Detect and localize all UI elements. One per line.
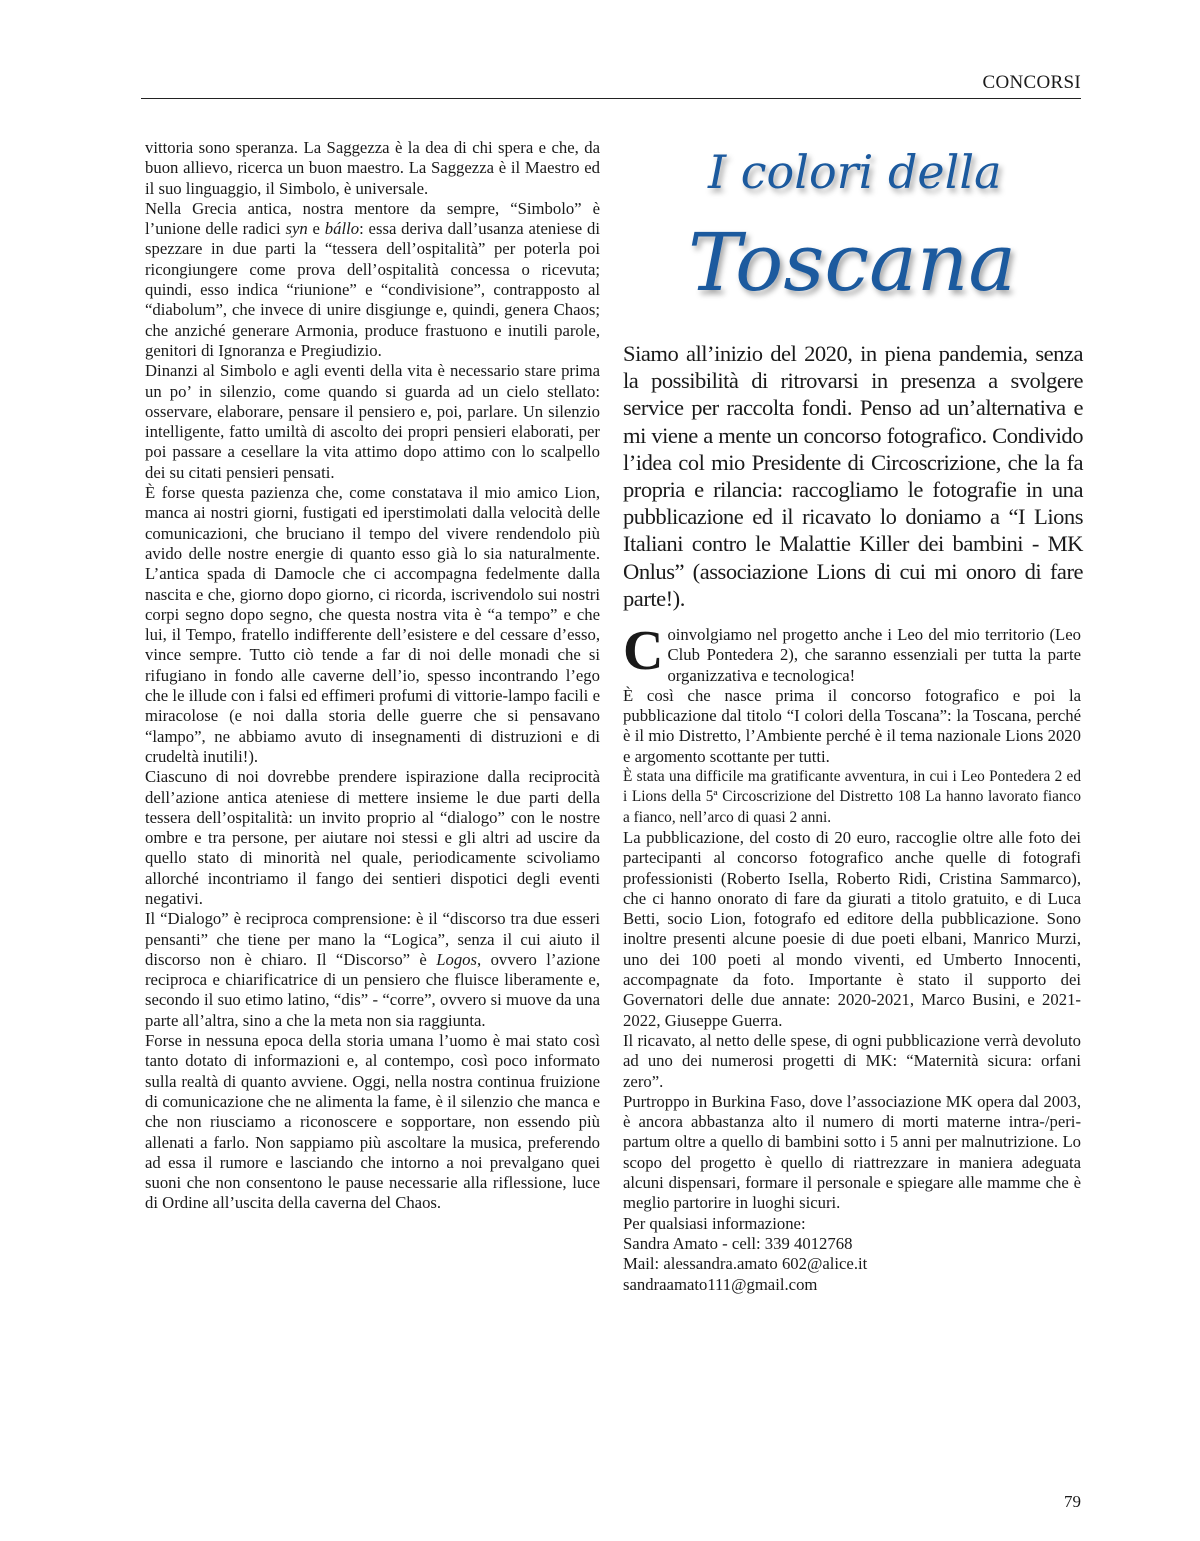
article-title-logo: [680, 128, 1025, 328]
paragraph: Forse in nessuna epoca della storia umana l’uomo è mai stato così tanto dotato di informazioni e, al contempo, così poco informato sulla realtà di quanto avviene. Oggi, nella nostra continua fruizione di comunicazione che ne alimenta la fame, è il silenzio che manca e che non riusciamo a riconoscere e sopportare, non essendo più allenati a farlo. Non sappiamo più ascoltare la musica, preferendo ad essa il rumore e lasciando che intorno a noi prevalgano quei suoni che non consentono le pause necessarie alla riflessione, luce di Ordine all’uscita della caverna del Chaos.: [145, 1031, 600, 1213]
contact-block: [623, 1214, 1081, 1295]
contact-mail-2: sandraamato111@gmail.com: [623, 1274, 818, 1294]
logo-line2: Toscana: [688, 216, 1017, 309]
paragraph: Il ricavato, al netto delle spese, di ogni pubblicazione verrà devoluto ad uno dei numerosi progetti di MK: “Maternità sicura: orfani zero”.: [623, 1030, 1081, 1091]
drop-cap: C: [623, 620, 664, 682]
paragraph: È forse questa pazienza che, come constatava il mio amico Lion, manca ai nostri giorni, fustigati ed iperstimolati dalla velocità delle comunicazioni, che bruciano il tempo del vivere rendendolo più avido delle nostre energie di quanto esso già lo sia naturalmente. L’antica spada di Damocle che ci accompagna fedelmente dalla nascita e che, giorno dopo giorno, ci ricorda, iscrivendolo sui nostri corpi segno dopo segno, che questa nostra vita è “a tempo” e che lui, il Tempo, fratello indifferente dell’esistere e del cessare d’esso, vince sempre. Tutto ciò tende a far di noi delle monadi che si rifugiano in fondo alle caverne dell’io, spesso incontrando l’ego che le illude con i falsi ed effimeri profumi di vittorie-lampo facili e miracolose (e noi dalla storia delle guerre che si pensavano “lampo”, ne abbiamo avuto di insegnamenti di distruzioni e di crudeltà inutili!).: [145, 483, 600, 766]
paragraph: Ciascuno di noi dovrebbe prendere ispirazione dalla reciprocità dell’azione antica ateniese di mettere insieme le due parti della tessera dell’ospitalità: un invito proprio al “dialogo” con le nostre ombre e tra persone, per aiutare noi stessi e gli altri ad uscire da quello stato di minorità nel quale, periodicamente scivoliamo allorché incontriamo il fango dei sentieri dispotici degli eventi negativi.: [145, 767, 600, 908]
contact-mail: Mail: alessandra.amato 602@alice.it: [623, 1254, 868, 1274]
logo-line1: I colori della: [708, 145, 1002, 199]
paragraph: Purtroppo in Burkina Faso, dove l’associazione MK opera dal 2003, è ancora abbastanza alto il numero di morti materne intra-/peri-partum oltre a quello di bambini sotto i 5 anni per malnutrizione. Lo scopo del progetto è quello di riattrezzare in maniera adeguata alcuni dispensari, formare il personale e spiegare alle mamme che è meglio partorire in luoghi sicuri.: [623, 1091, 1081, 1213]
intro-paragraph: Siamo all’inizio del 2020, in piena pandemia, senza la possibilità di ritrovarsi in presenza a svolgere service per raccolta fondi. Penso ad un’alternativa e mi viene a mente un concorso fotografico. Condivido l’idea col mio Presidente di Circoscrizione, che la fa propria e rilancia: raccogliamo le fotografie in una pubblicazione ed il ricavato lo doniamo a “I Lions Italiani contro le Malattie Killer dei bambini - MK Onlus” (associazione Lions di cui mi onoro di fare parte!).: [623, 341, 1083, 611]
contact-intro: Per qualsiasi informazione:: [623, 1213, 806, 1233]
paragraph: È così che nasce prima il concorso fotografico e poi la pubblicazione dal titolo “I colori della Toscana”: la Toscana, perché è il mio Distretto, l’Ambiente perché è il tema nazionale Lions 2020 e argomento scottante per tutti.: [623, 685, 1081, 766]
left-column: [145, 138, 600, 1214]
paragraph: È stata una difficile ma gratificante avventura, in cui i Leo Pontedera 2 ed i Lions della 5ª Circoscrizione del Distretto 108 La hanno lavorato fianco a fianco, nell’arco di quasi 2 anni.: [623, 768, 1081, 826]
right-column: [623, 620, 1081, 1295]
paragraph: La pubblicazione, del costo di 20 euro, raccoglie oltre alle foto dei partecipanti al concorso fotografico anche quelle di fotografi professionisti (Roberto Isella, Roberto Ridi, Cristina Sammarco), che ci hanno onorato di fare da giurati a titolo gratuito, e di Luca Betti, socio Lion, fotografo ed editore della pubblicazione. Sono inoltre presenti alcune poesie di due poeti elbani, Manrico Murzi, uno dei 100 poeti al mondo viventi, ed Umberto Innocenti, accompagnate da foto. Importante è stato il supporto dei Governatori delle due annate: 2020-2021, Marco Busini, e 2021-2022, Giuseppe Guerra.: [623, 827, 1081, 1030]
contact-phone: Sandra Amato - cell: 339 4012768: [623, 1233, 853, 1253]
paragraph: Nella Grecia antica, nostra mentore da sempre, “Simbolo” è l’unione delle radici syn e bállo: essa deriva dall’usanza ateniese di spezzare in due parti la “tessera dell’ospitalità” per poterla poi ricongiungere come prova dell’ospitalità concessa o ricevuta; quindi, esso indica “riunione” e “condivisione”, contrapposto al “diabolum”, che invece di unire disgiunge e, quindi, genera Chaos; che anziché generare Armonia, produce frastuono e inutili parole, genitori di Ignoranza e Pregiudizio.: [145, 198, 600, 360]
paragraph: Il “Dialogo” è reciproca comprensione: è il “discorso tra due esseri pensanti” che tiene per mano la “Logica”, senza il cui aiuto il discorso non è chiaro. Il “Discorso” è Logos, ovvero l’azione reciproca e chiarificatrice di un pensiero che fluisce liberamente e, secondo il suo etimo latino, “dis” - “corre”, ovvero si muove da una parte all’altra, sino a che la meta non sia raggiunta.: [145, 909, 601, 1030]
paragraph: Coinvolgiamo nel progetto anche i Leo del mio territorio (Leo Club Pontedera 2), che saranno essenziali per tutta la parte organizzativa e tecnologica!: [623, 620, 1081, 685]
paragraph: vittoria sono speranza. La Saggezza è la dea di chi spera e che, da buon allievo, ricerca un buon maestro. La Saggezza è il Maestro ed il suo linguaggio, il Simbolo, è universale.: [145, 138, 600, 198]
section-label: CONCORSI: [982, 72, 1081, 93]
paragraph: Dinanzi al Simbolo e agli eventi della vita è necessario stare prima un po’ in silenzio, come quando si guarda ad un cielo stellato: osservare, elaborare, pensare il pensiero e, poi, parlare. Un silenzio intelligente, fatto umiltà di ascolto dei propri pensieri elaborati, per poi passare a cesellare la vita attimo dopo attimo con lo scalpello dei su citati pensieri pensati.: [145, 361, 600, 482]
page-number: 79: [1064, 1492, 1081, 1511]
header-rule: [141, 98, 1081, 99]
